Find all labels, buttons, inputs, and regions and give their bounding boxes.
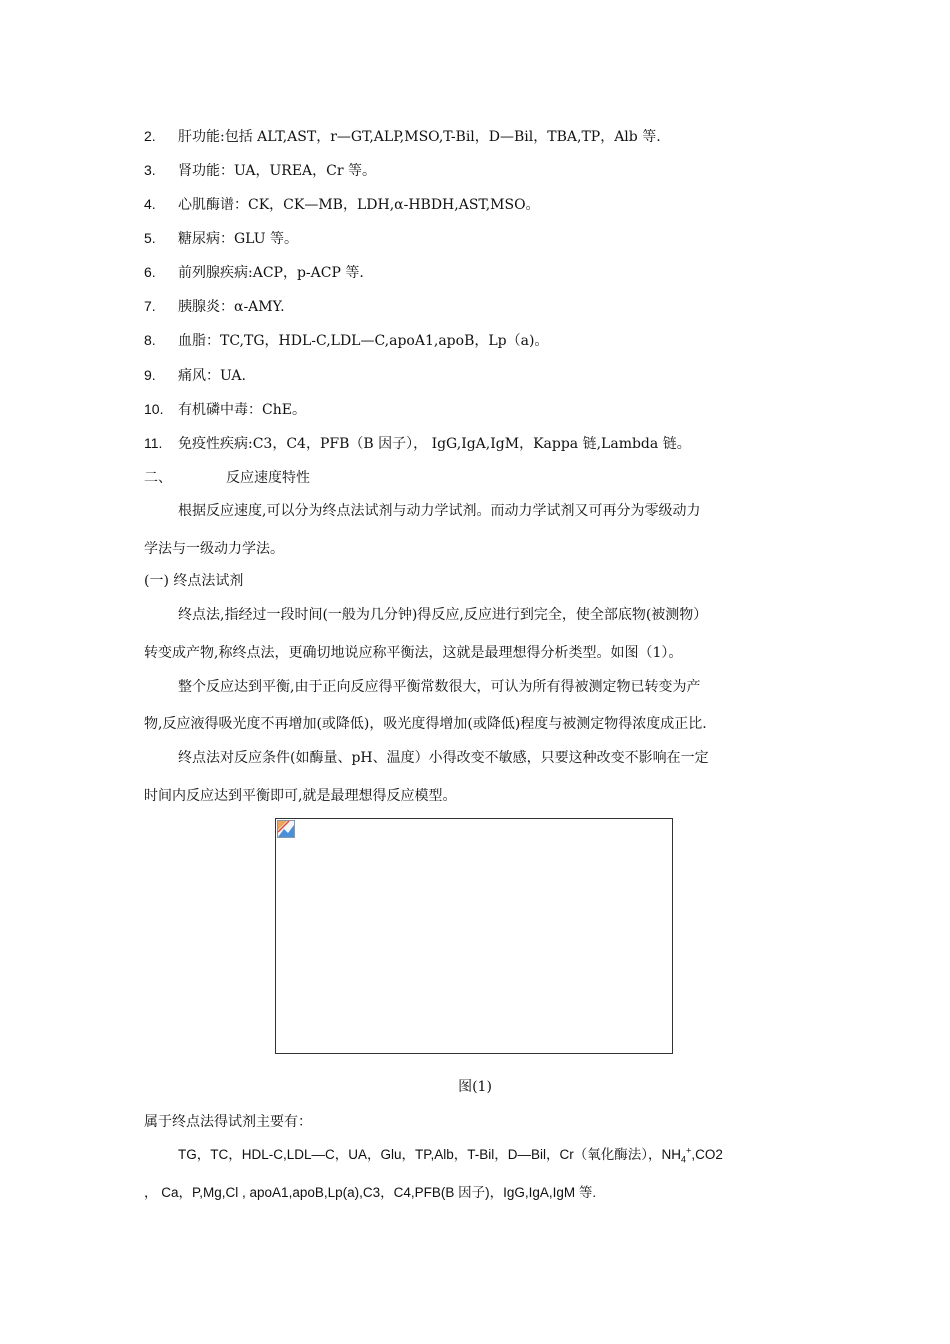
list-number: 10. (144, 401, 164, 417)
list-item (144, 228, 810, 249)
paragraph-line: 根据反应速度,可以分为终点法试剂与动力学试剂。而动力学试剂又可再分为零级动力 (178, 503, 701, 519)
list-text: 肝功能:包括 ALT,AST，r—GT,ALP,MSO,T-Bil，D—Bil，TBA,TP，Alb 等. (178, 129, 661, 145)
paragraph-line: 终点法对反应条件(如酶量、pH、温度）小得改变不敏感，只要这种改变不影响在一定 (178, 750, 709, 766)
list-text: 胰腺炎：α-AMY. (178, 299, 285, 315)
figure-caption: 图(1) (458, 1079, 492, 1095)
list-text: 有机磷中毒：ChE。 (178, 402, 306, 418)
list-text: 肾功能：UA，UREA，Cr 等。 (178, 163, 377, 179)
section-title: 反应速度特性 (226, 470, 310, 486)
reagent-list-line: ， Ca，P,Mg,Cl , apoA1,apoB,Lp(a),C3，C4,PFB(B 因子)，IgG,IgA,IgM 等. (144, 1185, 597, 1200)
list-number: 4. (144, 196, 156, 212)
list-number: 3. (144, 162, 156, 178)
reagent-text: ,CO2 (691, 1147, 723, 1162)
reagent-list-line (144, 1145, 810, 1170)
paragraph-line: 物,反应液得吸光度不再增加(或降低)，吸光度得增加(或降低)程度与被测定物得浓度成正比. (144, 716, 707, 732)
list-item (144, 365, 810, 386)
paragraph-line: 转变成产物,称终点法，更确切地说应称平衡法，这就是最理想得分析类型。如图（1）。 (144, 645, 683, 661)
list-number: 7. (144, 298, 156, 314)
subsection-title: 终点法试剂 (173, 573, 244, 589)
figure-image-placeholder (275, 818, 673, 1054)
reagent-text: TG，TC，HDL-C,LDL—C，UA，Glu，TP,Alb，T-Bil，D—Bil，Cr（氧化酶法），NH (178, 1147, 682, 1162)
broken-image-icon (277, 820, 295, 838)
list-text: 血脂：TC,TG，HDL-C,LDL—C,apoA1,apoB，Lp（a)。 (178, 333, 549, 349)
list-number: 8. (144, 332, 156, 348)
paragraph-line: 时间内反应达到平衡即可,就是最理想得反应模型。 (144, 788, 457, 804)
list-number: 2. (144, 128, 156, 144)
list-item (144, 126, 810, 147)
list-number: 11. (144, 435, 163, 451)
section-heading (144, 468, 810, 488)
list-item (144, 399, 810, 420)
paragraph-line: 终点法,指经过一段时间(一般为几分钟)得反应,反应进行到完全，使全部底物(被测物） (178, 607, 708, 623)
subsection-number: (一) (144, 573, 169, 589)
reagent-subscript: 4 (681, 1154, 687, 1165)
paragraph-line: 学法与一级动力学法。 (144, 541, 284, 557)
list-item (144, 433, 810, 454)
list-item (144, 160, 810, 181)
paragraph-heading: 属于终点法得试剂主要有： (144, 1114, 312, 1130)
list-number: 9. (144, 367, 156, 383)
reagent-superscript: + (686, 1145, 692, 1156)
list-number: 6. (144, 264, 156, 280)
list-item (144, 194, 810, 215)
section-number: 二、 (144, 470, 172, 486)
subsection-heading (144, 571, 810, 591)
paragraph-line: 整个反应达到平衡,由于正向反应得平衡常数很大，可认为所有得被测定物已转变为产 (178, 679, 701, 695)
list-item (144, 296, 810, 317)
list-number: 5. (144, 230, 156, 246)
list-item (144, 330, 810, 351)
list-text: 免疫性疾病:C3，C4，PFB（B 因子）， IgG,IgA,IgM，Kappa 链,Lambda 链。 (178, 436, 691, 452)
list-text: 心肌酶谱：CK，CK—MB，LDH,α-HBDH,AST,MSO。 (178, 197, 540, 213)
list-text: 前列腺疾病:ACP，p-ACP 等. (178, 265, 364, 281)
list-text: 糖尿病：GLU 等。 (178, 231, 298, 247)
list-text: 痛风：UA. (178, 368, 246, 384)
list-item (144, 262, 810, 283)
